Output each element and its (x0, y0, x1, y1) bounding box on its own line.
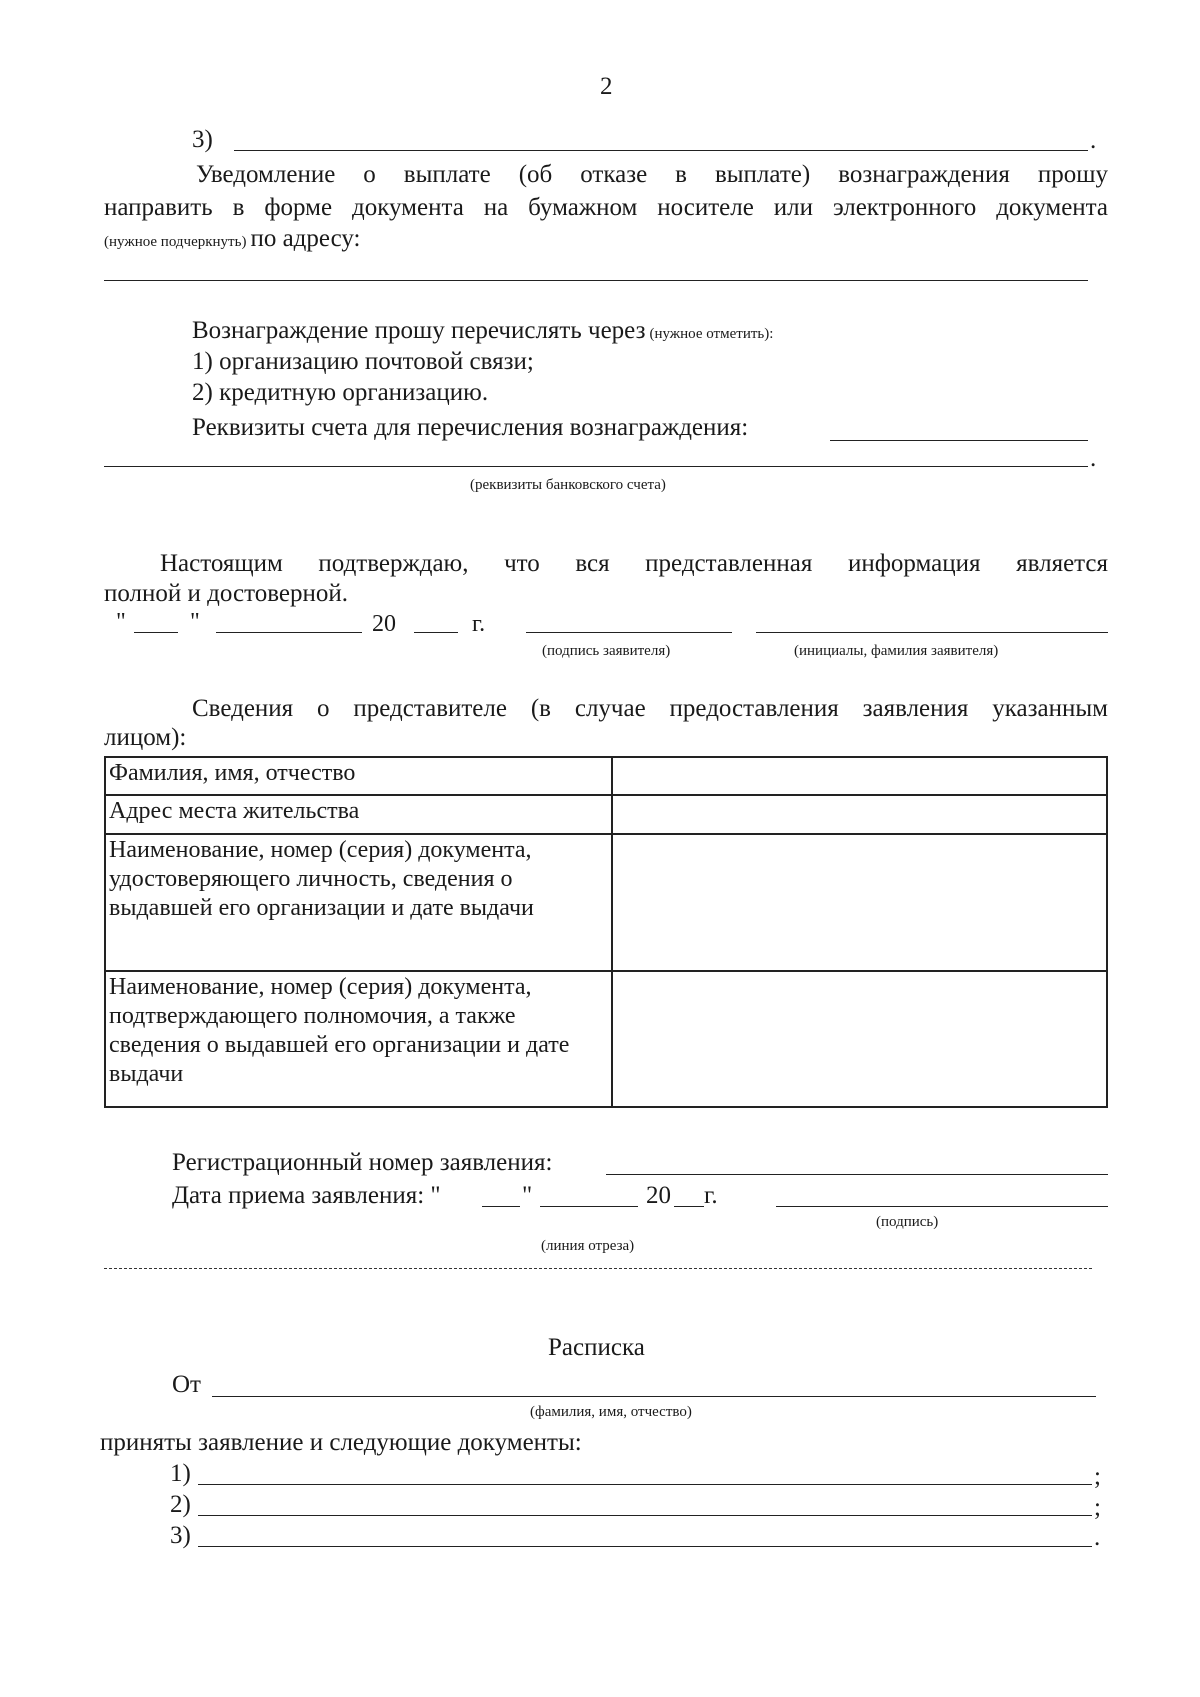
confirm-month-line[interactable] (216, 632, 362, 633)
receipt-accepted-text: приняты заявление и следующие документы: (100, 1429, 582, 1456)
receipt-item-3-num: 3) (170, 1522, 191, 1549)
registration-quote-close: " (522, 1182, 533, 1209)
confirm-year-line[interactable] (414, 632, 458, 633)
table-row (105, 971, 1107, 1107)
notice-line-3 (104, 224, 361, 253)
registration-day-line[interactable] (482, 1206, 520, 1207)
row-value-authority-document[interactable] (612, 971, 1107, 1107)
cut-line (104, 1268, 1092, 1269)
table-row (105, 757, 1107, 795)
receipt-from-label: От (172, 1371, 201, 1398)
receipt-from-line[interactable] (212, 1396, 1096, 1397)
row-label-authority-document: Наименование, номер (серия) документа, подтверждающего полномочия, а также сведения о выдавшей его организации и дате выдачи (105, 971, 612, 1107)
confirm-name-caption: (инициалы, фамилия заявителя) (794, 643, 999, 659)
registration-year-line[interactable] (674, 1206, 704, 1207)
item-3-line[interactable] (234, 150, 1088, 151)
registration-signature-line[interactable] (776, 1206, 1108, 1207)
receipt-item-1-line[interactable] (198, 1484, 1092, 1485)
confirm-name-line[interactable] (756, 632, 1108, 633)
registration-year-suffix: г. (704, 1182, 718, 1209)
registration-month-line[interactable] (540, 1206, 638, 1207)
row-label-address: Адрес места жительства (105, 795, 612, 834)
cut-line-caption: (линия отреза) (541, 1238, 635, 1254)
requisites-caption: (реквизиты банковского счета) (470, 477, 666, 493)
confirm-signature-line[interactable] (526, 632, 732, 633)
transfer-hint: (нужное отметить): (649, 326, 774, 342)
registration-date-label: Дата приема заявления: " (172, 1182, 441, 1209)
requisites-line-2[interactable] (104, 466, 1088, 467)
notice-hint: (нужное подчеркнуть) (104, 234, 247, 250)
notice-address-label: по адресу: (250, 225, 361, 252)
confirm-day-line[interactable] (134, 632, 178, 633)
registration-number-line[interactable] (606, 1174, 1108, 1175)
confirm-quote-close: " (190, 609, 200, 635)
transfer-lead-text: Вознаграждение прошу перечислять через (192, 317, 646, 344)
receipt-item-3-end: . (1094, 1524, 1101, 1551)
confirm-year-prefix: 20 (372, 611, 396, 637)
registration-signature-caption: (подпись) (876, 1214, 939, 1230)
representative-intro-line-1: Сведения о представителе (в случае предоставления заявления указанным (192, 695, 1108, 722)
receipt-name-caption: (фамилия, имя, отчество) (530, 1404, 692, 1420)
receipt-title: Расписка (548, 1334, 645, 1361)
confirm-line-2: полной и достоверной. (104, 580, 348, 607)
transfer-lead (192, 316, 773, 345)
confirm-line-1: Настоящим подтверждаю, что вся представленная информация является (160, 550, 1108, 577)
representative-intro-line-2: лицом): (104, 724, 187, 751)
receipt-item-1-num: 1) (170, 1460, 191, 1487)
row-label-identity-document: Наименование, номер (серия) документа, удостоверяющего личность, сведения о выдавшей его организации и дате выдачи (105, 834, 612, 971)
row-label-full-name: Фамилия, имя, отчество (105, 757, 612, 795)
requisites-label: Реквизиты счета для перечисления вознаграждения: (192, 414, 749, 441)
representative-table (104, 756, 1108, 1108)
receipt-item-2-num: 2) (170, 1491, 191, 1518)
confirm-signature-caption: (подпись заявителя) (542, 643, 671, 659)
registration-year-prefix: 20 (646, 1182, 671, 1209)
requisites-line-1[interactable] (830, 440, 1088, 441)
table-row (105, 795, 1107, 834)
transfer-option-1: 1) организацию почтовой связи; (192, 348, 534, 375)
notice-line-2: направить в форме документа на бумажном носителе или электронного документа (104, 194, 1108, 221)
notice-line-1: Уведомление о выплате (об отказе в выплате) вознаграждения прошу (196, 161, 1108, 188)
row-value-full-name[interactable] (612, 757, 1107, 795)
item-3-end: . (1090, 127, 1097, 154)
table-row (105, 834, 1107, 971)
receipt-item-3-line[interactable] (198, 1546, 1092, 1547)
notice-address-line[interactable] (104, 280, 1088, 281)
confirm-quote-open: " (116, 609, 126, 635)
transfer-option-2: 2) кредитную организацию. (192, 379, 489, 406)
receipt-item-2-end: ; (1094, 1494, 1101, 1521)
registration-number-label: Регистрационный номер заявления: (172, 1149, 553, 1176)
row-value-identity-document[interactable] (612, 834, 1107, 971)
receipt-item-2-line[interactable] (198, 1515, 1092, 1516)
confirm-year-suffix: г. (472, 611, 486, 637)
receipt-item-1-end: ; (1094, 1463, 1101, 1490)
requisites-end: . (1090, 445, 1097, 472)
page-number: 2 (600, 73, 613, 100)
item-3-label: 3) (192, 126, 213, 153)
row-value-address[interactable] (612, 795, 1107, 834)
